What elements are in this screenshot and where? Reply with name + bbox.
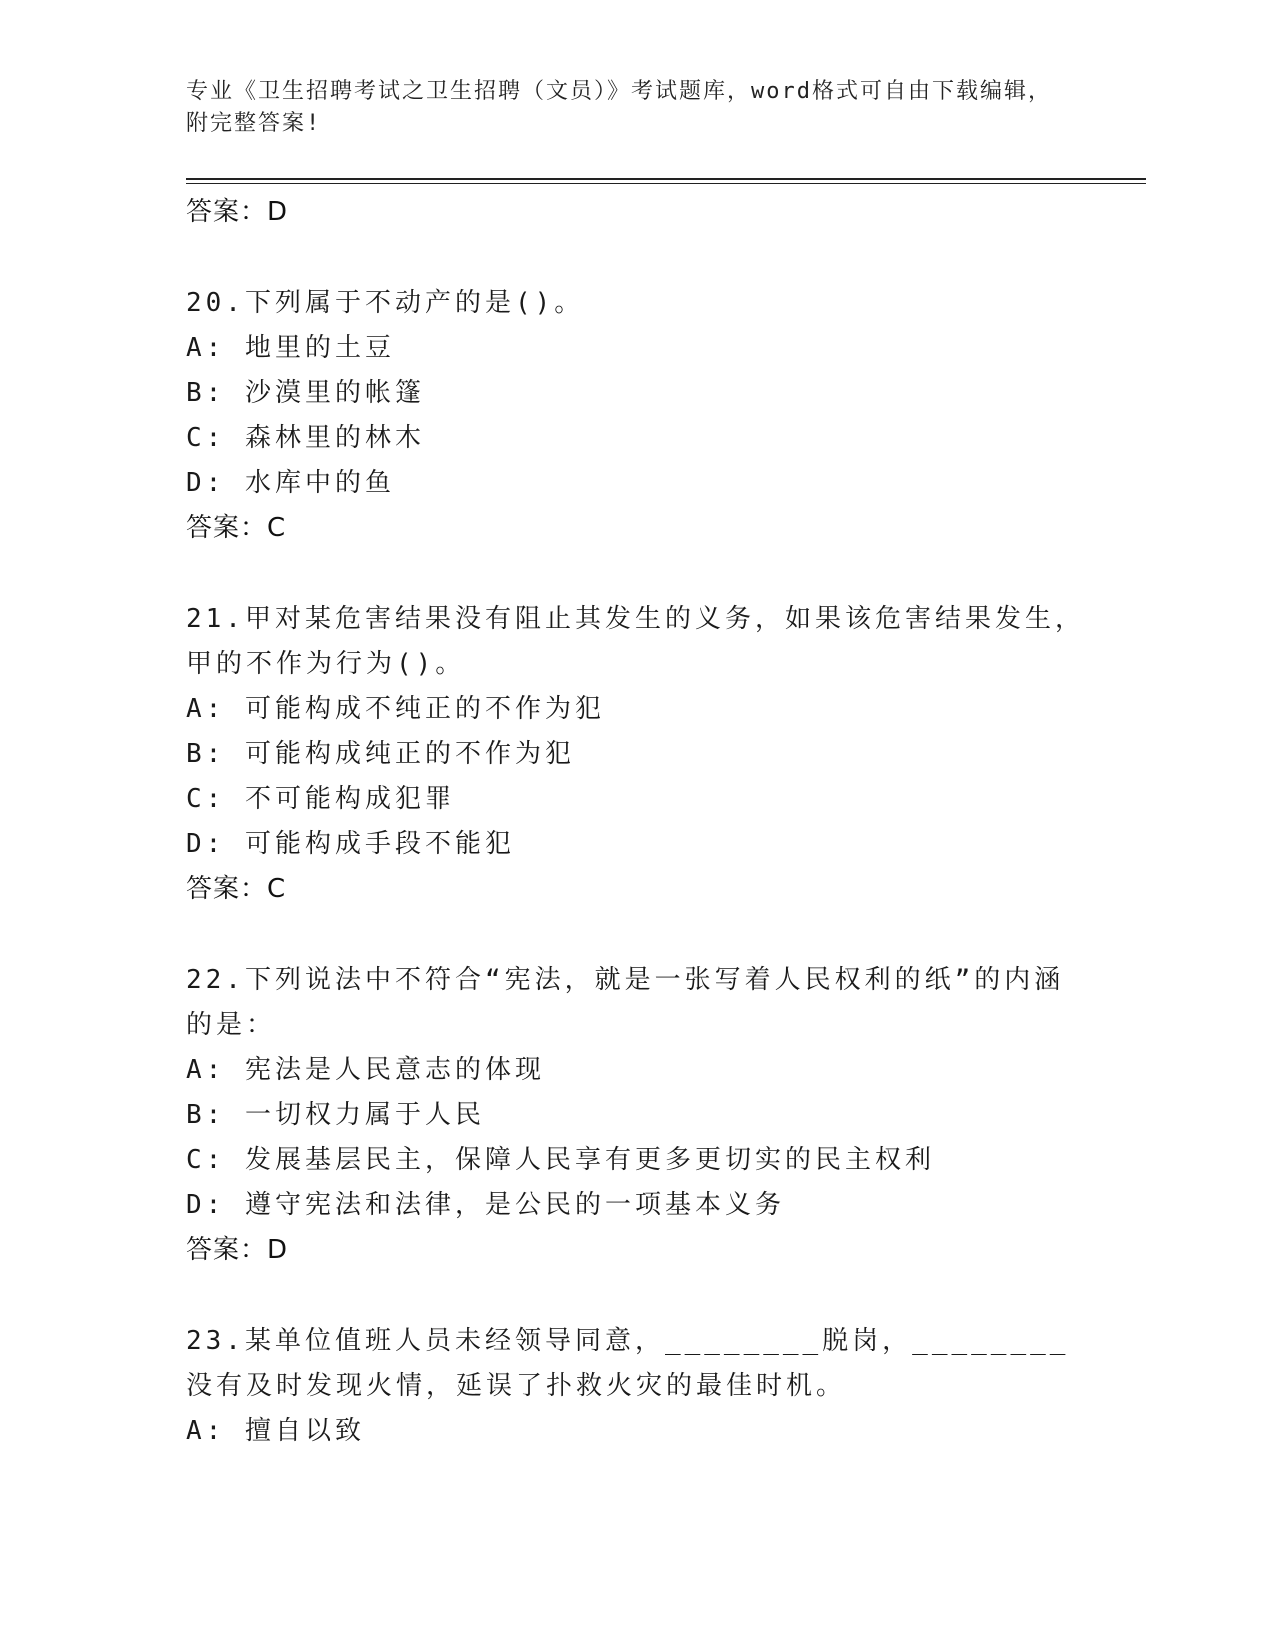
answer-line: 答案：D xyxy=(186,197,289,227)
option-d: D: 水库中的鱼 xyxy=(186,468,395,498)
question-text: 23.某单位值班人员未经领导同意，________脱岗，________没有及时发现火情，延误了扑救火灾的最佳时机。 xyxy=(186,1326,1070,1401)
question-text: 21.甲对某危害结果没有阻止其发生的义务，如果该危害结果发生，甲的不作为行为()。 xyxy=(186,604,1085,679)
option-c: C: 森林里的林木 xyxy=(186,423,425,453)
option-c: C: 不可能构成犯罪 xyxy=(186,784,455,814)
option-a: A: 宪法是人民意志的体现 xyxy=(186,1055,545,1085)
option-d: D: 可能构成手段不能犯 xyxy=(186,829,515,859)
answer-line: 答案：C xyxy=(186,513,287,543)
question-22 xyxy=(186,958,1086,1272)
option-d: D: 遵守宪法和法律，是公民的一项基本义务 xyxy=(186,1190,785,1220)
document-header: 专业《卫生招聘考试之卫生招聘（文员）》考试题库，word格式可自由下载编辑，附完整答案! xyxy=(186,79,1052,136)
question-20 xyxy=(186,281,1086,550)
option-a: A: 可能构成不纯正的不作为犯 xyxy=(186,694,605,724)
option-a: A: 地里的土豆 xyxy=(186,333,395,363)
question-list xyxy=(186,190,1086,1454)
header-divider-thin xyxy=(186,183,1146,184)
option-b: B: 一切权力属于人民 xyxy=(186,1100,485,1130)
option-a: A: 擅自以致 xyxy=(186,1416,365,1446)
question-21 xyxy=(186,597,1086,911)
question-text: 22.下列说法中不符合“宪法，就是一张写着人民权利的纸”的内涵的是： xyxy=(186,965,1065,1040)
option-c: C: 发展基层民主，保障人民享有更多更切实的民主权利 xyxy=(186,1145,935,1175)
question-text: 20.下列属于不动产的是()。 xyxy=(186,288,585,318)
header-divider-thick xyxy=(186,178,1146,180)
option-b: B: 沙漠里的帐篷 xyxy=(186,378,425,408)
answer-line: 答案：C xyxy=(186,874,287,904)
option-b: B: 可能构成纯正的不作为犯 xyxy=(186,739,575,769)
answer-line: 答案：D xyxy=(186,1235,289,1265)
question-23 xyxy=(186,1319,1086,1454)
